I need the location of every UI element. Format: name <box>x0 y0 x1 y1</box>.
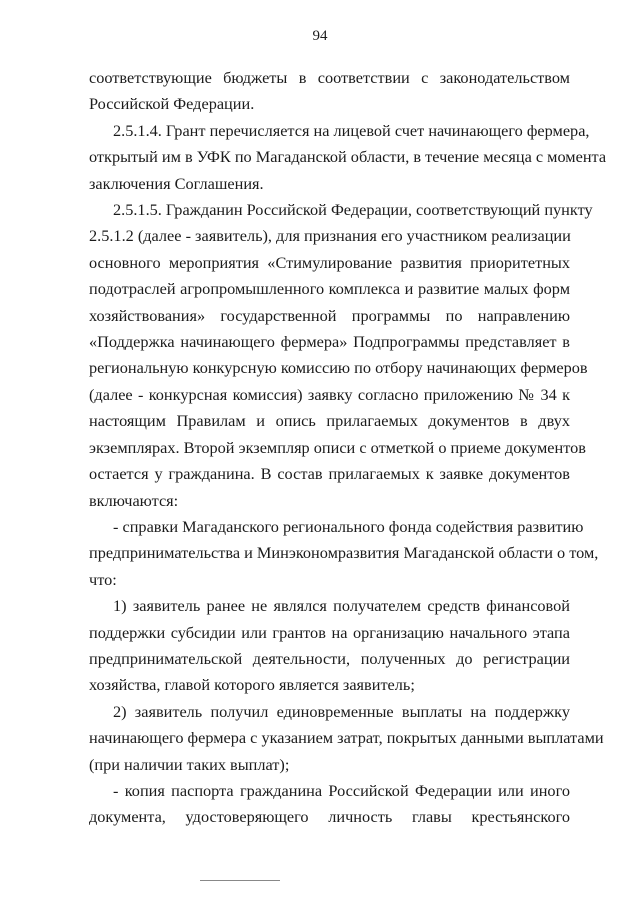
text-line: экземплярах. Второй экземпляр описи с отметкой о приеме документов <box>89 437 586 457</box>
text-line: основного мероприятия «Стимулирование развития приоритетных <box>89 252 570 272</box>
text-line: 1) заявитель ранее не являлся получателем средств финансовой <box>113 596 570 616</box>
text-line: начинающего фермера с указанием затрат, покрытых данными выплатами <box>89 728 604 748</box>
text-line: настоящим Правилам и опись прилагаемых документов в двух <box>89 411 570 431</box>
paragraph <box>89 593 570 699</box>
text-line: (далее - конкурсная комиссия) заявку согласно приложению № 34 к <box>89 384 570 404</box>
text-line: 2.5.1.2 (далее - заявитель), для признания его участником реализации <box>89 226 571 246</box>
text-line: 2.5.1.5. Гражданин Российской Федерации, соответствующий пункту <box>113 200 593 220</box>
text-line: «Поддержка начинающего фермера» Подпрограммы представляет в <box>89 332 570 352</box>
text-line: - справки Магаданского регионального фонда содействия развитию <box>113 516 584 536</box>
paragraph <box>89 197 593 514</box>
text-line: хозяйства, главой которого является заявитель; <box>89 675 415 695</box>
text-line: предпринимательской деятельности, полученных до регистрации <box>89 648 570 668</box>
paragraph <box>89 778 570 831</box>
text-line: предпринимательства и Минэкономразвития Магаданской области о том, <box>89 543 599 563</box>
paragraph <box>89 514 599 593</box>
text-line: Российской Федерации. <box>89 94 255 114</box>
text-line: документа, удостоверяющего личность главы крестьянского <box>89 807 570 827</box>
text-line: включаются: <box>89 490 179 510</box>
text-line: что: <box>89 569 117 589</box>
text-line: открытый им в УФК по Магаданской области, в течение месяца с момента <box>89 147 607 167</box>
document-body <box>89 65 607 831</box>
text-line: соответствующие бюджеты в соответствии с законодательством <box>89 68 570 87</box>
text-line: региональную конкурсную комиссию по отбору начинающих фермеров <box>89 358 588 378</box>
paragraph <box>89 118 607 197</box>
text-line: хозяйствования» государственной программы по направлению <box>89 305 570 325</box>
paragraph <box>89 65 570 118</box>
text-line: поддержки субсидии или грантов на организацию начального этапа <box>89 622 570 642</box>
text-line: заключения Соглашения. <box>89 173 264 193</box>
text-line: 2) заявитель получил единовременные выплаты на поддержку <box>113 701 570 721</box>
text-line: 2.5.1.4. Грант перечисляется на лицевой счет начинающего фермера, <box>113 120 590 140</box>
text-line: - копия паспорта гражданина Российской Федерации или иного <box>113 780 570 800</box>
text-line: подотраслей агропромышленного комплекса и развитие малых форм <box>89 279 570 299</box>
text-line: (при наличии таких выплат); <box>89 754 290 774</box>
footer-rule <box>200 880 280 881</box>
paragraph <box>89 699 604 778</box>
page-number: 94 <box>312 28 328 44</box>
text-line: остается у гражданина. В состав прилагаемых к заявке документов <box>89 464 570 484</box>
